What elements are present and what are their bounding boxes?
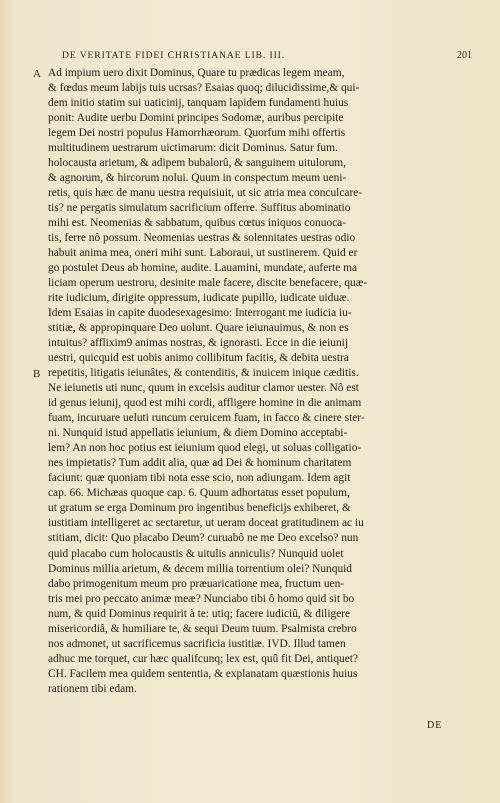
text-line: adhuc me torquet, cur hæc qualifcunq; lex est, quû fit Dei, antiquet? — [48, 652, 358, 665]
margin-marker-b: B — [33, 368, 41, 380]
text-line: habuit anima mea, oneri mihi sunt. Laboraui, ut sustinerem. Quid er — [48, 247, 358, 260]
text-line: rationem tibi edam. — [48, 682, 137, 695]
text-line: rite iudicium, dirigite oppressum, iudicate pupillo, iudicate uiduæ. — [48, 292, 350, 305]
text-line: Ad impium uero dixit Dominus, Quare tu prædicas legem meam, — [48, 67, 345, 79]
text-line: dem initio statim sui uaticinij, tanquam lapidem fundamenti huius — [48, 97, 349, 110]
catchword: DE — [427, 720, 443, 731]
text-line: tis, ferre nô possum. Neomenias uestras & solennitates uestras odio — [48, 232, 356, 245]
text-line: nos admonet, ut sacrificemus sacrificia iustitiæ. IVD. Illud tamen — [48, 637, 346, 650]
folio-number: 201 — [457, 50, 472, 61]
text-line: ut gratum se erga Dominum pro ingentibus beneficijs exhiberet, & — [48, 502, 351, 515]
text-line: tis? ne pergatis simulatum sacrificium offerre. Suffitus abominatio — [48, 202, 351, 215]
text-line: repetitis, litigatis ieiunâtes, & contenditis, & inuicem inique cæditis. — [48, 367, 359, 380]
text-line: multitudinem uestrarum uictimarum: dicit Dominus. Satur fum. — [48, 142, 338, 155]
text-line: ni. Nunquid istud appellatis ieiunium, & diem Domino acceptabi- — [48, 427, 348, 440]
text-line: id genus ieiunij, quod est mihi cordi, affligere homine in die animam — [48, 397, 362, 410]
text-line: fuam, incuruare ueluti runcum ceruicem fuam, in facco & cinere ster- — [48, 412, 365, 425]
text-line: & agnorum, & hircorum nolui. Quum in conspectum meum ueni- — [48, 172, 347, 185]
text-line: tris mei pro peccato animæ meæ? Nunciabo tibi ô homo quid sit bo — [48, 592, 355, 605]
text-line: stitiam, dicit: Quo placabo Deum? curuabô ne me Deo excelso? nun — [48, 532, 359, 545]
text-line: CH. Facilem mea quidem sententia, & explanatam quæstionis huius — [48, 667, 358, 680]
text-line: misericordiâ, & humiliare te, & sequi Deum tuum. Psalmista crebro — [48, 622, 357, 635]
text-line: lem? An non hoc potius est ieiunium quod elegi, ut soluas colligatio- — [48, 442, 362, 455]
text-line: uestri, quicquid est uobis animo collibitum facitis, & debita uestra — [48, 352, 349, 365]
text-line: Dominus millia arietum, & decem millia torrentium olei? Nunquid — [48, 562, 353, 575]
text-line: quid placabo cum holocaustis & uitulis anniculis? Nunquid uolet — [48, 547, 344, 560]
text-line: legem Dei nostri populus Hamorrhæorum. Quorfum mihi offertis — [48, 127, 346, 140]
running-title: DE VERITATE FIDEI CHRISTIANAE LIB. III. — [62, 50, 286, 61]
text-line: cap. 66. Michæas quoque cap. 6. Quum adhortatus esset populum, — [48, 487, 350, 500]
text-line: retis, quis hæc de manu uestra requisiuit, ut sic atria mea conculcare- — [48, 187, 363, 200]
text-line: stitiæ, & appropinquare Deo uolunt. Quare ieiunauimus, & non es — [48, 322, 349, 335]
text-line: dabo primogenitum meum pro præuaricatione mea, fructum uen- — [48, 577, 345, 590]
text-line: & fœdus meum labijs tuis ucrsas? Esaias quoq; dilucidissime,& qui- — [48, 82, 360, 95]
text-line: liciam operum uestroru, desinite male facere, discite benefacere, quæ- — [48, 277, 368, 290]
margin-marker-a: A — [33, 68, 41, 80]
text-line: ponit: Audite uerbu Domini principes Sodomæ, auribus percipite — [48, 112, 344, 125]
text-line: intuitus? afflixim9 animas nostras, & ignorasti. Ecce in die ieiunij — [48, 337, 348, 350]
text-line: holocausta arietum, & adipem bubalorû, & sanguinem uitulorum, — [48, 157, 346, 170]
running-header — [62, 50, 472, 61]
text-line: iustitiam intelligeret ac sectaretur, ut ueram doceat gratitudinem ac iu — [48, 517, 364, 530]
text-line: num, & quid Dominus requirit à te: utiq; facere iudiciû, & diligere — [48, 607, 351, 620]
text-line: go postulet Deus ab homine, audite. Lauamini, mundate, auferte ma — [48, 262, 358, 275]
body-text — [48, 66, 466, 697]
text-line: Idem Esaias in capite duodesexagesimo: Interrogant me iudicia iu- — [48, 307, 352, 320]
text-line: faciunt: quæ quoniam tibi nota esse scio, non adiungam. Idem agit — [48, 472, 351, 485]
text-line: nes impietatis? Tum addit alia, quæ ad Dei & hominum charitatem — [48, 457, 352, 470]
text-line: mihi est. Neomenias & sabbatum, quibus cœtus iniquos conuoca- — [48, 217, 347, 230]
text-line: Ne ieiunetis uti nunc, quum in excelsis auditur clamor uester. Nô est — [48, 382, 359, 395]
